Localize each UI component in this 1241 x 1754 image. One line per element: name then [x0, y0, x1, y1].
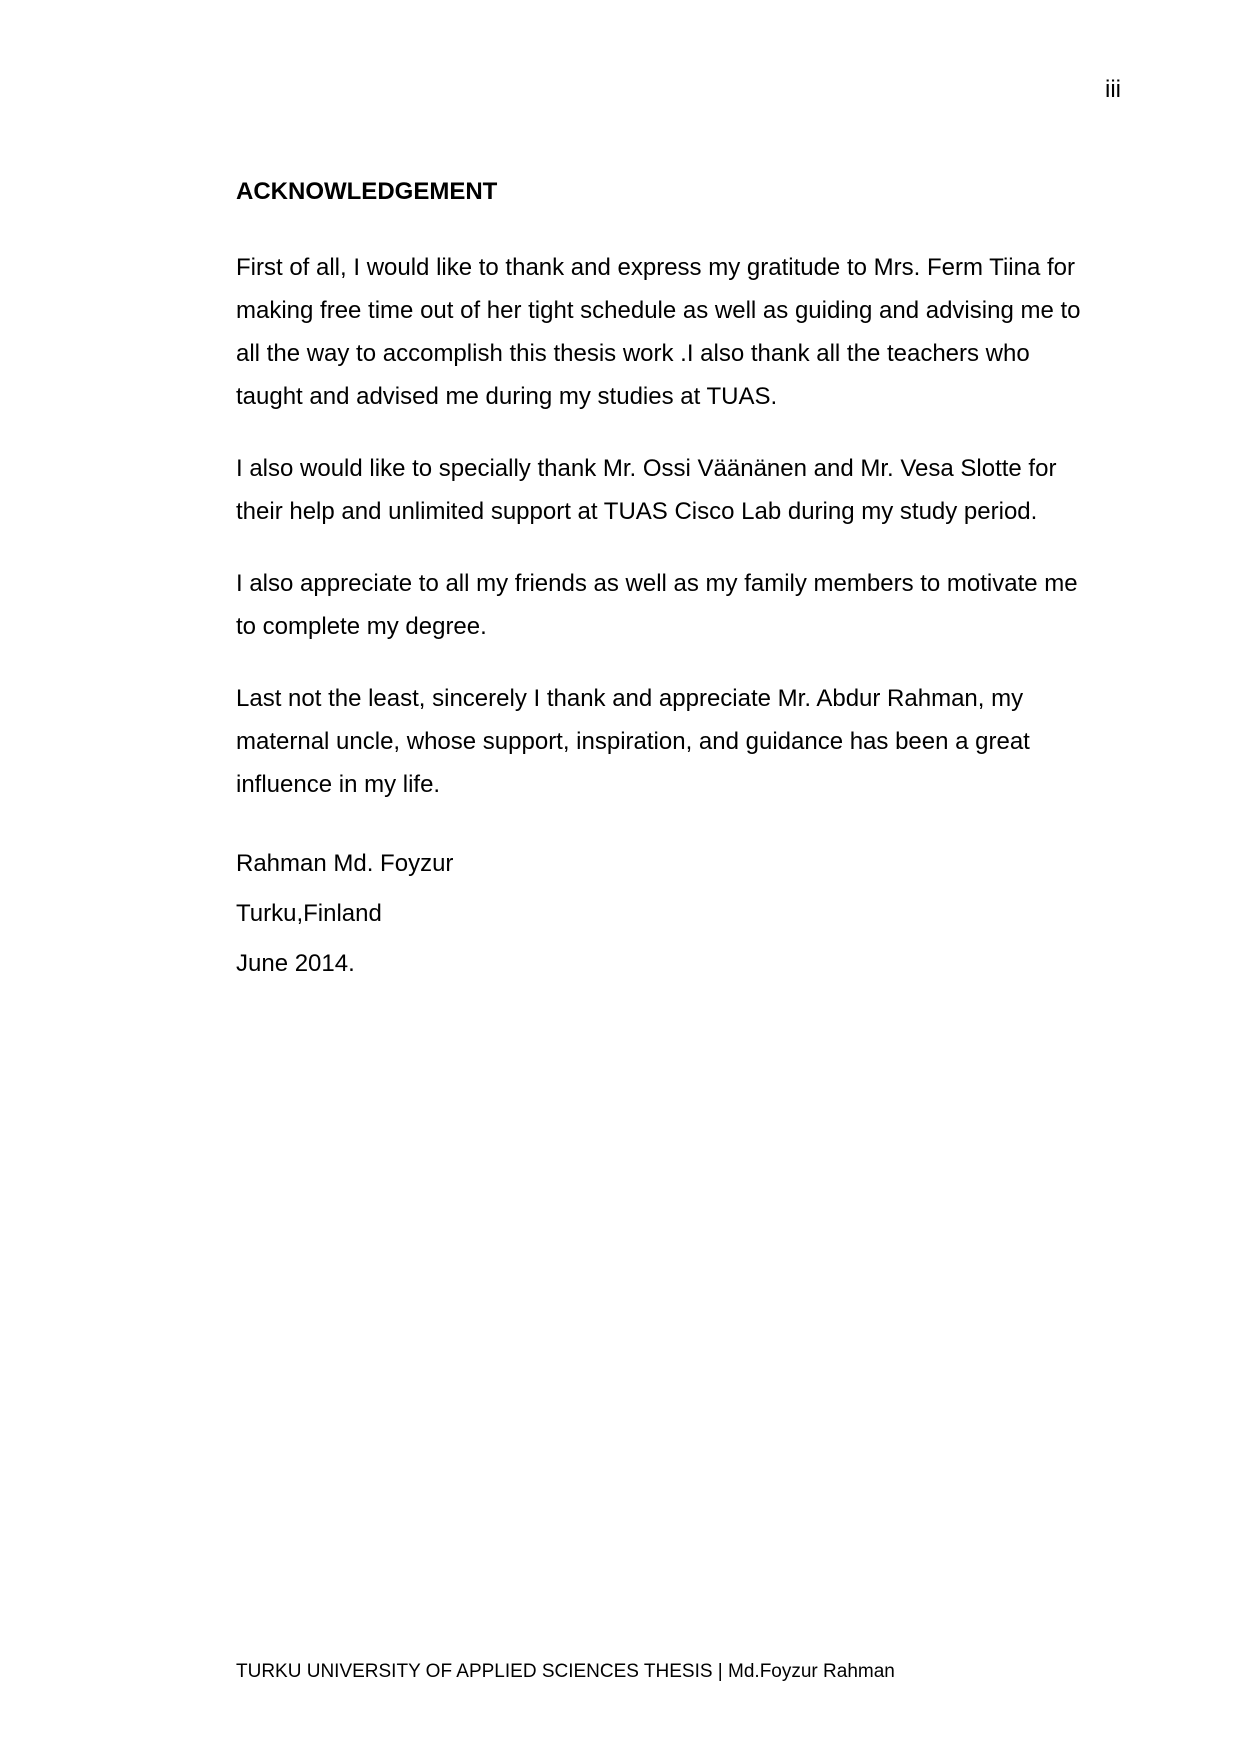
signature-date: June 2014.: [236, 950, 355, 977]
page-title: ACKNOWLEDGEMENT: [236, 178, 498, 205]
signature-place: Turku,Finland: [236, 900, 382, 927]
signature-block: [236, 850, 1136, 978]
page-footer: TURKU UNIVERSITY OF APPLIED SCIENCES THESIS | Md.Foyzur Rahman: [236, 1661, 895, 1682]
paragraph-3: I also appreciate to all my friends as well as my family members to motivate me to complete my degree.: [236, 570, 1078, 640]
page-number: iii: [1105, 76, 1121, 103]
signature-name: Rahman Md. Foyzur: [236, 850, 454, 877]
paragraph-1: First of all, I would like to thank and express my gratitude to Mrs. Ferm Tiina for making free time out of her tight schedule as well as guiding and advising me to all the way to accomplish this thesis work .I also thank all the teachers who taught and advised me during my studies at TUAS.: [236, 254, 1081, 410]
paragraph-2: I also would like to specially thank Mr. Ossi Väänänen and Mr. Vesa Slotte for their help and unlimited support at TUAS Cisco Lab during my study period.: [236, 455, 1057, 525]
document-body: [236, 178, 1136, 1000]
paragraph-4: Last not the least, sincerely I thank and appreciate Mr. Abdur Rahman, my maternal uncle, whose support, inspiration, and guidance has been a great influence in my life.: [236, 685, 1030, 798]
